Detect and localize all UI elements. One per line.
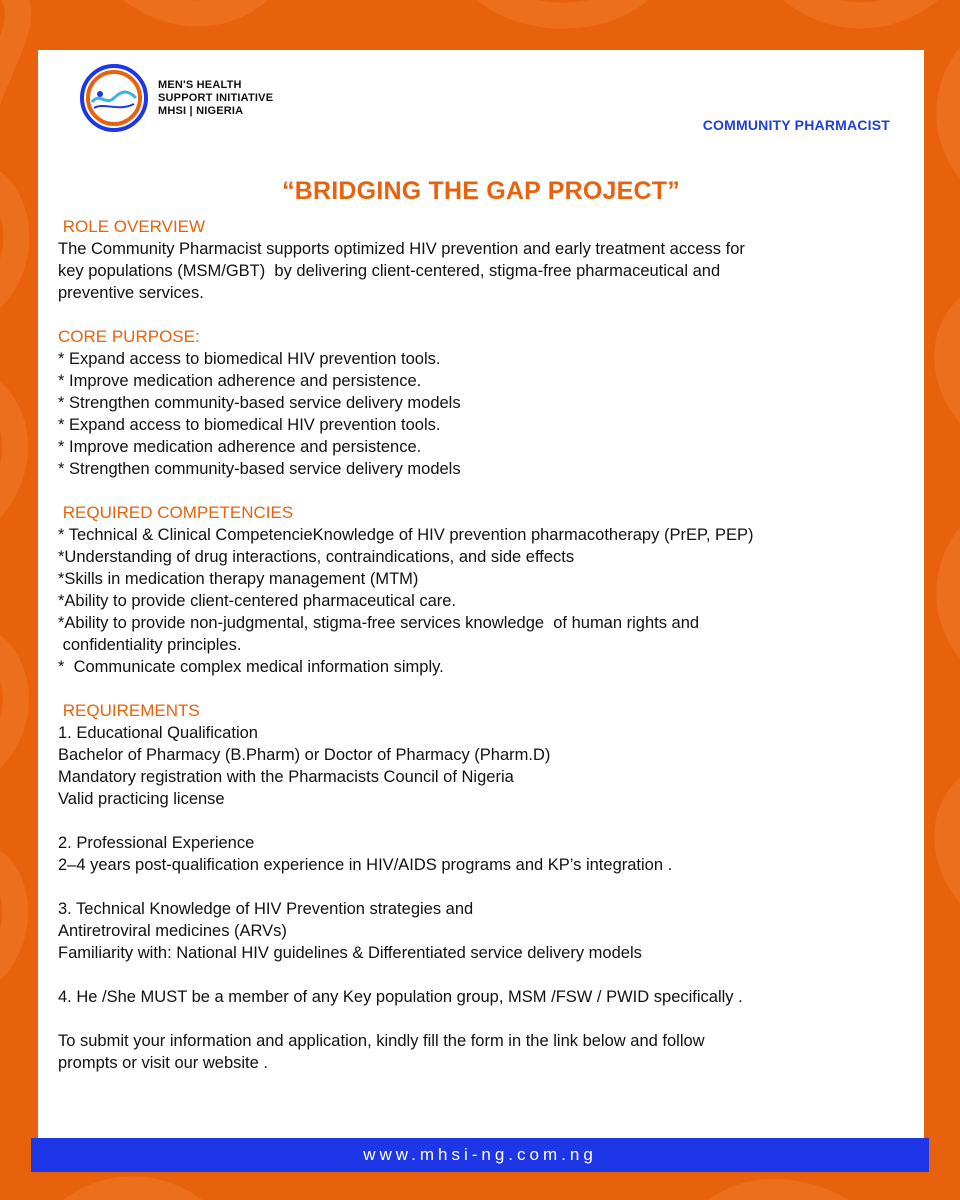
requirement-line: 1. Educational Qualification xyxy=(58,724,258,742)
core-purpose-item: * Expand access to biomedical HIV prevention tools. xyxy=(58,350,441,368)
application-instructions: To submit your information and application, kindly fill the form in the link below and follow xyxy=(58,1032,705,1050)
website-link[interactable]: www.mhsi-ng.com.ng xyxy=(363,1145,597,1164)
competencies-heading: REQUIRED COMPETENCIES xyxy=(58,503,294,522)
competency-item: * Communicate complex medical information simply. xyxy=(58,658,444,676)
requirement-line: Valid practicing license xyxy=(58,790,225,808)
requirement-line: Antiretroviral medicines (ARVs) xyxy=(58,922,287,940)
project-title: “BRIDGING THE GAP PROJECT” xyxy=(282,177,680,205)
role-overview-line: The Community Pharmacist supports optimized HIV prevention and early treatment access for xyxy=(58,240,745,258)
job-card xyxy=(38,50,924,1144)
organization-logo xyxy=(78,62,273,134)
logo-line-3: MHSI | NIGERIA xyxy=(158,104,244,117)
competency-item: *Ability to provide client-centered pharmaceutical care. xyxy=(58,592,457,610)
requirement-line: 2–4 years post-qualification experience in HIV/AIDS programs and KP’s integration . xyxy=(58,856,673,874)
footer-bar xyxy=(31,1138,929,1172)
requirements-heading: REQUIREMENTS xyxy=(58,701,200,720)
core-purpose-item: * Strengthen community-based service delivery models xyxy=(58,460,461,478)
job-description xyxy=(58,216,918,1074)
logo-line-2: SUPPORT INITIATIVE xyxy=(158,91,274,104)
core-purpose-item: * Expand access to biomedical HIV prevention tools. xyxy=(58,416,441,434)
logo-line-1: MEN'S HEALTH xyxy=(158,78,242,91)
core-purpose-item: * Strengthen community-based service delivery models xyxy=(58,394,461,412)
requirement-line: 4. He /She MUST be a member of any Key population group, MSM /FSW / PWID specifically . xyxy=(58,988,743,1006)
core-purpose-heading: CORE PURPOSE: xyxy=(58,327,200,346)
competency-item: *Skills in medication therapy management (MTM) xyxy=(58,570,419,588)
role-overview-heading: ROLE OVERVIEW xyxy=(58,217,206,236)
requirement-line: 2. Professional Experience xyxy=(58,834,255,852)
competency-item: *Ability to provide non-judgmental, stigma-free services knowledge of human rights and xyxy=(58,614,700,632)
requirement-line: Mandatory registration with the Pharmacists Council of Nigeria xyxy=(58,768,514,786)
role-title: COMMUNITY PHARMACIST xyxy=(702,117,890,133)
competency-item: *Understanding of drug interactions, contraindications, and side effects xyxy=(58,548,575,566)
organization-name xyxy=(158,79,273,118)
requirement-line: Familiarity with: National HIV guidelines & Differentiated service delivery models xyxy=(58,944,642,962)
role-overview-line: preventive services. xyxy=(58,284,204,302)
core-purpose-item: * Improve medication adherence and persistence. xyxy=(58,372,422,390)
role-overview-line: key populations (MSM/GBT) by delivering client-centered, stigma-free pharmaceutical and xyxy=(58,262,721,280)
mhsi-logo-icon xyxy=(78,62,150,134)
competency-item: * Technical & Clinical CompetencieKnowledge of HIV prevention pharmacotherapy (PrEP, PEP) xyxy=(58,526,754,544)
application-instructions: prompts or visit our website . xyxy=(58,1054,268,1072)
requirement-line: 3. Technical Knowledge of HIV Prevention strategies and xyxy=(58,900,474,918)
core-purpose-item: * Improve medication adherence and persistence. xyxy=(58,438,422,456)
competency-item: confidentiality principles. xyxy=(58,636,242,654)
requirement-line: Bachelor of Pharmacy (B.Pharm) or Doctor of Pharmacy (Pharm.D) xyxy=(58,746,551,764)
